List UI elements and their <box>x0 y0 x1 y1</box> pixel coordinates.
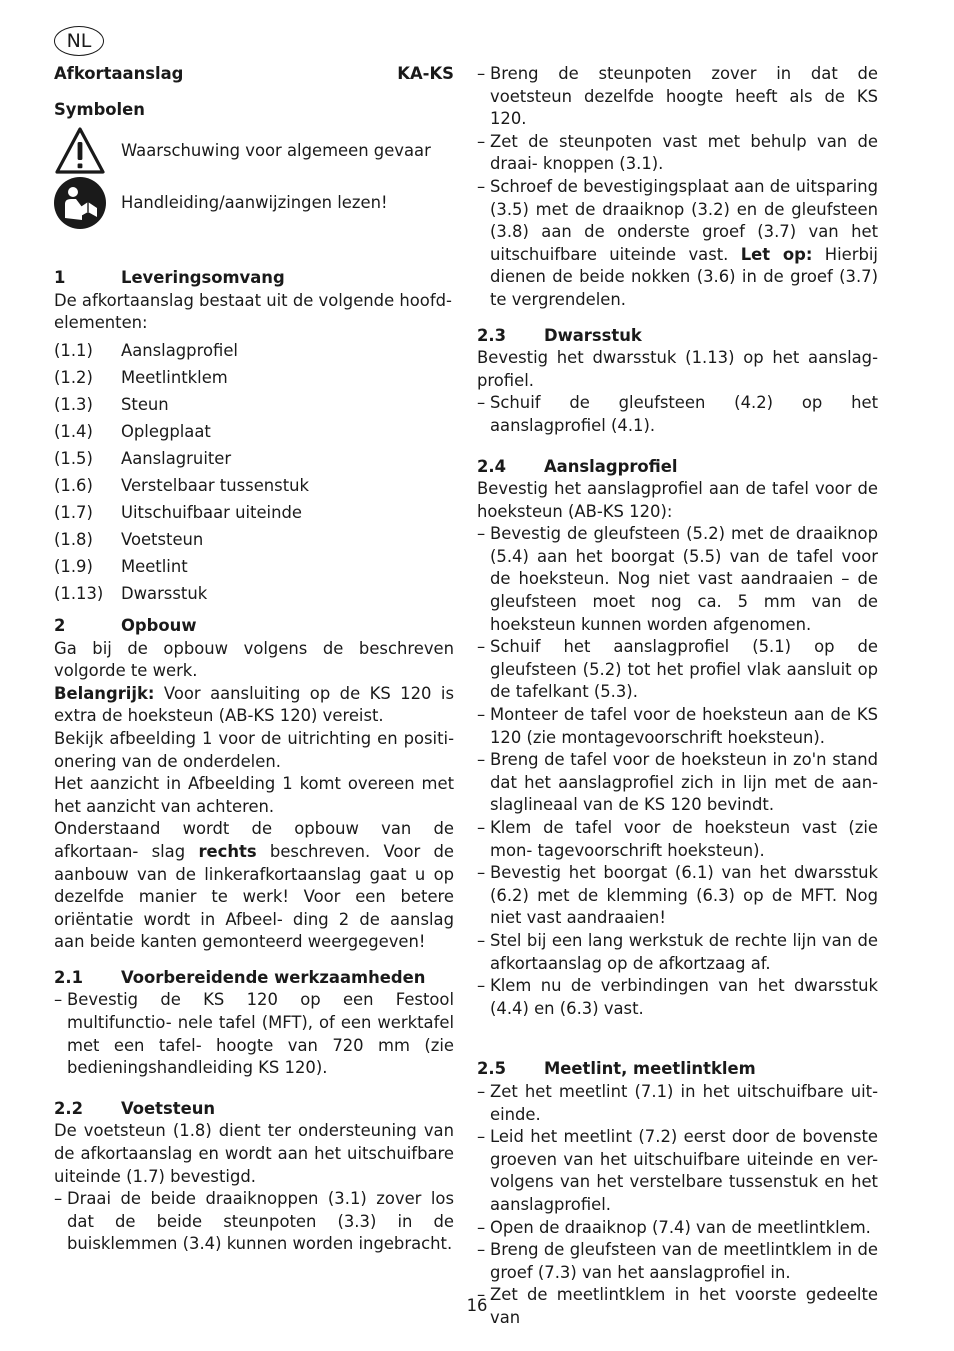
list-item: (1.7) Uitschuifbaar uiteinde <box>54 502 302 522</box>
page-number: 16 <box>466 1296 488 1315</box>
dash-item: – Open de draaiknop (7.4) van de meetlintklem. <box>477 1217 878 1240</box>
symbol-text: Waarschuwing voor algemeen gevaar <box>121 140 431 160</box>
section-2-1-heading: 2.1 Voorbereidende werkzaamheden <box>54 967 426 987</box>
section-2-3-text: Bevestig het dwarsstuk (1.13) op het aanslag- profiel. <box>477 348 878 390</box>
dash-item: – Klem de tafel voor de hoeksteun vast (zie mon- tagevoorschrift hoeksteun). <box>477 817 878 862</box>
symbol-text: Handleiding/aanwijzingen lezen! <box>121 192 388 212</box>
section-2-text: Ga bij de opbouw volgens de beschreven volgorde te werk. <box>54 638 454 681</box>
section-1-heading: 1 Leveringsomvang <box>54 268 285 288</box>
list-item: (1.6) Verstelbaar tussenstuk <box>54 475 310 495</box>
list-item: (1.3) Steun <box>54 394 169 414</box>
read-manual-icon <box>54 177 106 229</box>
dash-item: – Zet het meetlint (7.1) in het uitschuifbare uit- einde. <box>477 1081 878 1126</box>
dash-item: – Leid het meetlint (7.2) eerst door de bovenste groeven van het uitschuifbare uiteinde en ver- volgens van het verstelbare tussenstuk en het aanslagprofiel. <box>477 1126 878 1216</box>
dash-item: – Stel bij een lang werkstuk de rechte lijn van de afkortaanslag op de afkortzaag af. <box>477 930 878 975</box>
dash-item: – Draai de beide draaiknoppen (3.1) zover los dat de beide steunpoten (3.3) in de buisklemmen (3.4) kunnen worden ingebracht. <box>54 1188 454 1256</box>
dash-item: – Zet de steunpoten vast met behulp van de draai- knoppen (3.1). <box>477 131 878 176</box>
header-row <box>54 63 454 86</box>
section-2-text: Bekijk afbeelding 1 voor de uitrichting en positi- onering van de onderdelen. <box>54 728 454 771</box>
symbol-row-manual <box>54 177 454 229</box>
model-code: KA-KS <box>397 64 454 83</box>
dash-item: – Bevestig de KS 120 op een Festool multifunctio- nele tafel (MFT), of een werktafel met een tafel- hoogte van 720 mm (zie bedieningshandleiding KS 120). <box>54 989 454 1079</box>
section-2-4-heading: 2.4 Aanslagprofiel <box>477 456 678 476</box>
language-badge: NL <box>54 26 104 56</box>
dash-item: – Breng de gleufsteen van de meetlintklem in de groef (7.3) van het aanslagprofiel in. <box>477 1239 878 1284</box>
list-item: (1.4) Oplegplaat <box>54 421 211 441</box>
list-item: (1.13) Dwarsstuk <box>54 583 208 603</box>
dash-item: – Bevestig de gleufsteen (5.2) met de draaiknop (5.4) aan het boorgat (5.5) van de tafel voor de hoeksteun. Nog niet vast aandraaien – de gleufsteen moet nog ca. 5 mm van de hoeksteun kunnen worden afgenomen. <box>477 523 878 636</box>
section-2-2-text: De voetsteun (1.8) dient ter ondersteuning van de afkortaanslag en wordt aan het uitschuifbare uiteinde (1.7) bevestigd. <box>54 1121 454 1186</box>
list-item: (1.8) Voetsteun <box>54 529 204 549</box>
dash-item: – Schuif het aanslagprofiel (5.1) op de gleufsteen (5.2) tot het profiel vlak aansluit op de tafelkant (5.3). <box>477 636 878 704</box>
list-item: (1.5) Aanslagruiter <box>54 448 232 468</box>
section-2-text: Onderstaand wordt de opbouw van de afkortaan- slag rechts beschreven. Voor de aanbouw van de linkerafkortaanslag gaat u op dezelfde manier te werk! Voor een betere oriëntatie wordt in Afbeel- ding 2 de aanslag aan beide kanten gemonteerd weergegeven! <box>54 819 454 952</box>
symbol-row-warning <box>54 125 454 177</box>
section-2-3-heading: 2.3 Dwarsstuk <box>477 325 642 345</box>
warning-triangle-icon <box>54 125 106 177</box>
dash-item: – Breng de steunpoten zover in dat de voetsteun dezelfde hoogte heeft als de KS 120. <box>477 63 878 131</box>
section-1-intro: De afkortaanslag bestaat uit de volgende hoofd- elementen: <box>54 290 452 333</box>
list-item: (1.9) Meetlint <box>54 556 188 576</box>
section-2-5-heading: 2.5 Meetlint, meetlintklem <box>477 1059 756 1079</box>
dash-item: – Zet de meetlintklem in het voorste gedeelte van <box>477 1284 878 1329</box>
list-item: (1.1) Aanslagprofiel <box>54 340 238 360</box>
section-2-important: Belangrijk: Voor aansluiting op de KS 120 is extra de hoeksteun (AB-KS 120) vereist. <box>54 683 454 726</box>
right-column <box>477 63 878 1329</box>
left-column <box>54 63 454 1256</box>
section-2-heading: 2 Opbouw <box>54 615 197 635</box>
symbols-heading: Symbolen <box>54 99 145 119</box>
section-2-text: Het aanzicht in Afbeelding 1 komt overeen met het aanzicht van achteren. <box>54 774 454 816</box>
section-2-2-heading: 2.2 Voetsteun <box>54 1098 216 1118</box>
list-item: (1.2) Meetlintklem <box>54 367 228 387</box>
dash-item: – Monteer de tafel voor de hoeksteun aan de KS 120 (zie montagevoorschrift hoeksteun). <box>477 704 878 749</box>
dash-item: – Bevestig het boorgat (6.1) van het dwarsstuk (6.2) met de klemming (6.3) op de MFT. Nog niet vast aandraaien! <box>477 862 878 930</box>
dash-item: – Schuif de gleufsteen (4.2) op het aanslagprofiel (4.1). <box>477 392 878 437</box>
dash-item: – Breng de tafel voor de hoeksteun in zo'n stand dat het aanslagprofiel zich in lijn met de aan- slaglineaal van de KS 120 bevindt. <box>477 749 878 817</box>
dash-item: – Schroef de bevestigingsplaat aan de uitsparing (3.5) met de draaiknop (3.2) en de gleufsteen (3.8) aan de onderste groef (3.7) van het uitschuifbare uiteinde vast. Let op: Hierbij dienen de beide nokken (3.6) in de groef (3.7) te vergrendelen. <box>477 176 878 312</box>
dash-item: – Klem nu de verbindingen van het dwarsstuk (4.4) en (6.3) vast. <box>477 975 878 1020</box>
section-2-4-text: Bevestig het aanslagprofiel aan de tafel voor de hoeksteun (AB-KS 120): <box>477 479 878 521</box>
doc-title: Afkortaanslag <box>54 64 184 83</box>
